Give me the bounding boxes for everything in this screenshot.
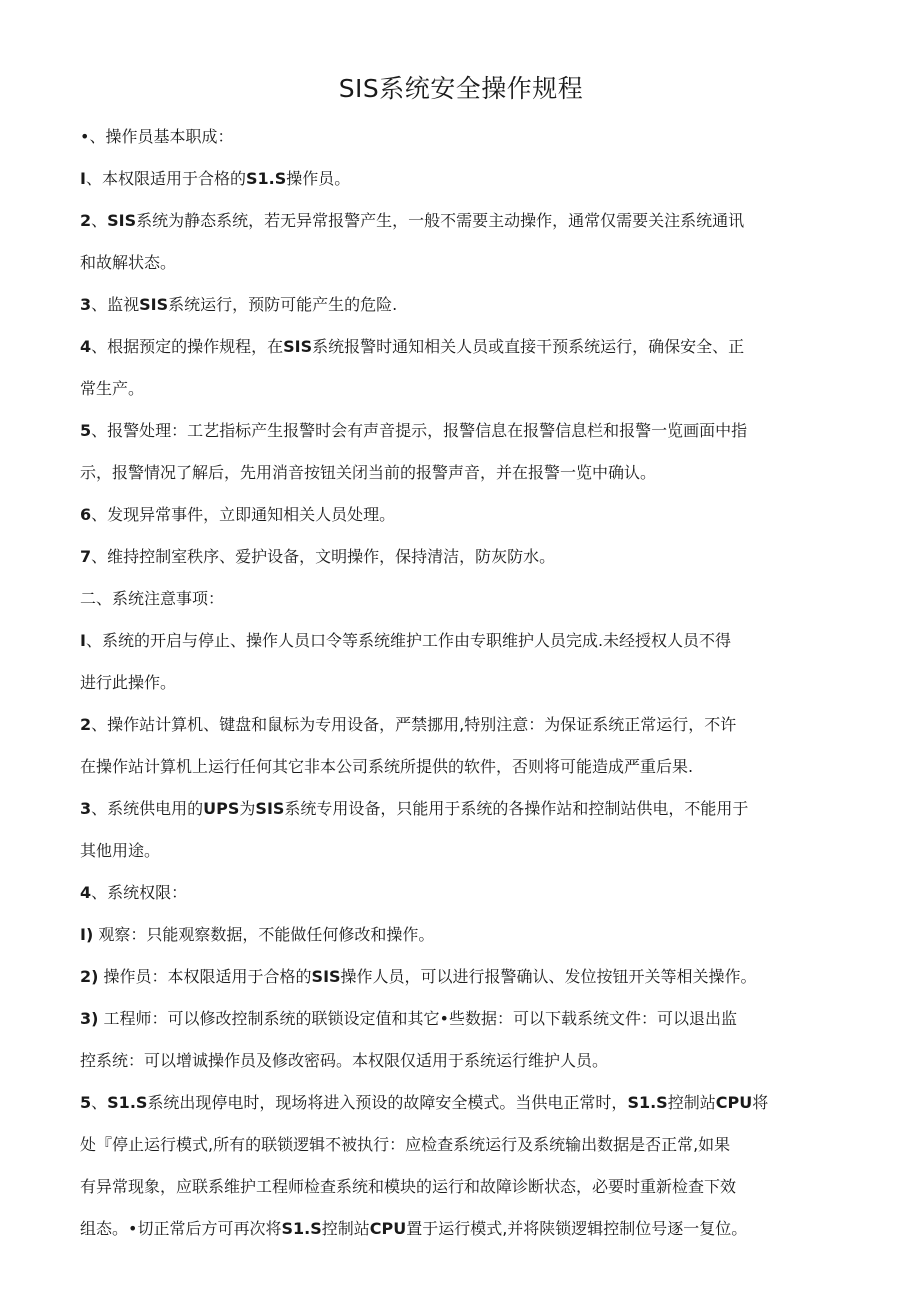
bold-run: SIS xyxy=(107,211,137,230)
bold-run: CPU xyxy=(715,1093,753,1112)
bold-run: I xyxy=(80,169,86,188)
paragraph-line: 6、发现异常事件，立即通知相关人员处理。 xyxy=(80,505,396,524)
paragraph-line: 2) 操作员：本权限适用于合格的SIS操作人员，可以进行报警确认、发位按钮开关等相关操作。 xyxy=(80,967,757,986)
bold-run: 3 xyxy=(80,295,92,314)
paragraph-line: 在操作站计算机上运行任何其它非本公司系统所提供的软件，否则将可能造成严重后果. xyxy=(80,757,694,776)
bold-run: S1.S xyxy=(107,1093,148,1112)
paragraph-line: 处『停止运行模式,所有的联锁逻辑不被执行：应检查系统运行及系统输出数据是否正常,如果 xyxy=(80,1135,731,1154)
bold-run: 3) xyxy=(80,1009,99,1028)
bold-run: 4 xyxy=(80,337,92,356)
paragraph-line: I) 观察：只能观察数据，不能做任何修改和操作。 xyxy=(80,925,435,944)
paragraph-line: 组态。•切正常后方可再次将S1.S控制站CPU置于运行模式,并将陕锁逻辑控制位号逐一复位。 xyxy=(80,1219,748,1238)
bold-run: UPS xyxy=(203,799,240,818)
paragraph-line: 其他用途。 xyxy=(80,841,161,860)
paragraph-line: 有异常现象，应联系维护工程师检查系统和模块的运行和故障诊断状态，必要时重新检查下效 xyxy=(80,1177,737,1196)
bold-run: 4 xyxy=(80,883,92,902)
paragraph-line: 4、根据预定的操作规程，在SIS系统报警时通知相关人员或直接干预系统运行，确保安全、正 xyxy=(80,337,745,356)
bold-run: I) xyxy=(80,925,94,944)
paragraph-line: 和故解状态。 xyxy=(80,253,177,272)
document-body xyxy=(80,116,842,1250)
paragraph-line: 5、报警处理：工艺指标产生报警时会有声音提示，报警信息在报警信息栏和报警一览画面中指 xyxy=(80,421,748,440)
bold-run: 2 xyxy=(80,211,92,230)
bold-run: S1.S xyxy=(245,169,287,188)
bold-run: SIS xyxy=(139,295,169,314)
paragraph-line: 3、系统供电用的UPS为SIS系统专用设备，只能用于系统的各操作站和控制站供电，不能用于 xyxy=(80,799,749,818)
bold-run: SIS xyxy=(255,799,285,818)
paragraph-line: 进行此操作。 xyxy=(80,673,177,692)
paragraph-line: 控系统：可以增诚操作员及修改密码。本权限仅适用于系统运行维护人员。 xyxy=(80,1051,609,1070)
bold-run: 5 xyxy=(80,1093,92,1112)
paragraph-line: 3、监视SIS系统运行，预防可能产生的危险. xyxy=(80,295,398,314)
paragraph-line: I、本权限适用于合格的S1.S操作员。 xyxy=(80,169,351,188)
paragraph-line: 常生产。 xyxy=(80,379,145,398)
bold-run: 7 xyxy=(80,547,92,566)
bold-run: SIS xyxy=(311,967,341,986)
bold-run: CPU xyxy=(369,1219,407,1238)
paragraph-line: 4、系统权限： xyxy=(80,883,188,902)
bold-run: S1.S xyxy=(281,1219,322,1238)
bold-run: SIS xyxy=(283,337,313,356)
paragraph-line: 7、维持控制室秩序、爱护设备，文明操作，保持清洁，防灰防水。 xyxy=(80,547,556,566)
paragraph-line: 2、SIS系统为静态系统，若无异常报警产生，一般不需要主动操作，通常仅需要关注系统通讯 xyxy=(80,211,745,230)
bold-run: I xyxy=(80,631,86,650)
bold-run: 2) xyxy=(80,967,99,986)
bold-run: 2 xyxy=(80,715,92,734)
bold-run: S1.S xyxy=(627,1093,668,1112)
paragraph-line: 二、系统注意事项： xyxy=(80,589,225,608)
paragraph-line: •、操作员基本职成： xyxy=(80,127,234,146)
document-title: SIS系统安全操作规程 xyxy=(338,74,584,103)
bold-run: 5 xyxy=(80,421,92,440)
bold-run: 6 xyxy=(80,505,92,524)
paragraph-line: I、系统的开启与停止、操作人员口令等系统维护工作由专职维护人员完成.未经授权人员不得 xyxy=(80,631,732,650)
bold-run: 3 xyxy=(80,799,92,818)
paragraph-line: 示，报警情况了解后，先用消音按钮关闭当前的报警声音，并在报警一览中确认。 xyxy=(80,463,657,482)
paragraph-line: 2、操作站计算机、键盘和鼠标为专用设备，严禁挪用,特别注意：为保证系统正常运行，不许 xyxy=(80,715,737,734)
paragraph-line: 3) 工程师：可以修改控制系统的联锁设定值和其它•些数据：可以下载系统文件：可以退出监 xyxy=(80,1009,737,1028)
paragraph-line: 5、S1.S系统出现停电时，现场将进入预设的故障安全模式。当供电正常时，S1.S控制站CPU将 xyxy=(80,1093,769,1112)
